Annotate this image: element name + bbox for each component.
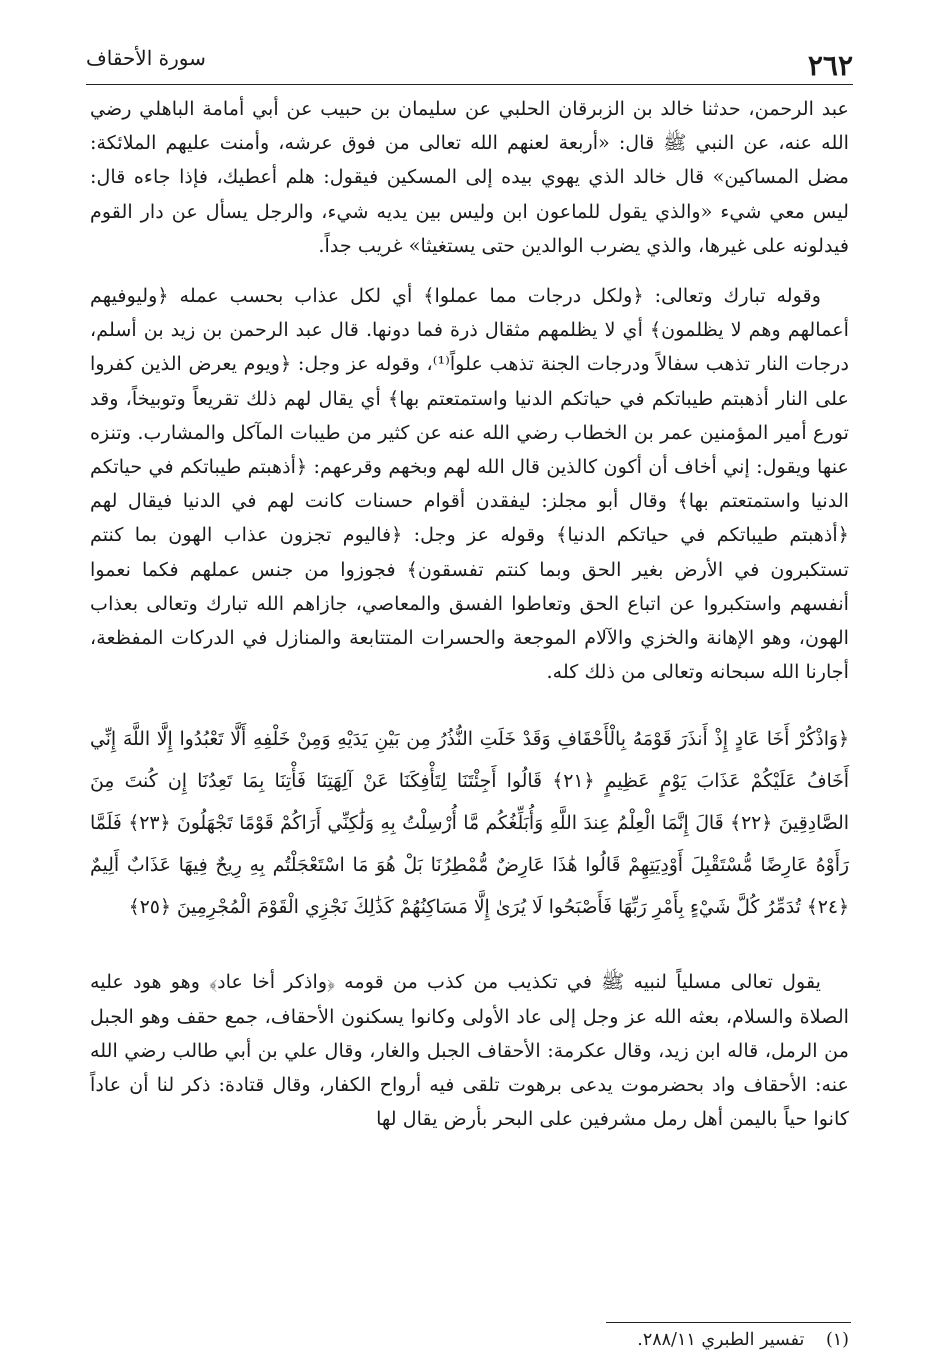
page-number: ٢٦٢ xyxy=(807,49,853,82)
footnote-text: تفسير الطبري ٢٨٨/١١. xyxy=(637,1330,805,1350)
paragraph-tafsir: وقوله تبارك وتعالى: ﴿ولكل درجات مما عملوا﴾ أي لكل عذاب بحسب عمله ﴿وليوفيهم أعمالهم وهم لا يظلمون﴾ أي لا يظلمهم مثقال ذرة فما دونها. قال عبد الرحمن بن زيد بن أسلم، درجات النار تذهب سفالاً ودرجات الجنة تذهب علواً⁽¹⁾، وقوله عز وجل: ﴿ويوم يعرض الذين كفروا على النار أذهبتم طيباتكم في حياتكم الدنيا واستمتعتم بها﴾ أي يقال لهم ذلك تقريعاً وتوبيخاً، وقد تورع أمير المؤمنين عمر بن الخطاب رضي الله عنه عن كثير من طيبات المآكل والمشارب. وتنزه عنها ويقول: إني أخاف أن أكون كالذين قال الله لهم وبخهم وقرعهم: ﴿أذهبتم طيباتكم في حياتكم الدنيا واستمتعتم بها﴾ وقال أبو مجلز: ليفقدن أقوام حسنات كانت لهم في الدنيا فيقال لهم ﴿أذهبتم طيباتكم في حياتكم الدنيا﴾ وقوله عز وجل: ﴿فاليوم تجزون عذاب الهون بما كنتم تستكبرون في الأرض بغير الحق وبما كنتم تفسقون﴾ فجوزوا من جنس عملهم فكما نعموا أنفسهم واستكبروا عن اتباع الحق وتعاطوا الفسق والمعاصي، جازاهم الله تبارك وتعالى بعذاب الهون، وهو الإهانة والخزي والآلام الموجعة والحسرات المتتابعة والمنازل في الدركات المفظعة، أجارنا الله سبحانه وتعالى من ذلك كله. xyxy=(90,284,849,684)
surah-title: سورة الأحقاف xyxy=(86,46,206,70)
paragraph-commentary: يقول تعالى مسلياً لنبيه ﷺ في تكذيب من كذب من قومه ﴿واذكر أخا عاد﴾ وهو هود عليه الصلاة والسلام، بعثه الله عز وجل إلى عاد الأولى وكانوا يسكنون الأحقاف، جمع حقف وهو الجبل من الرمل، قاله ابن زيد، وقال عكرمة: الأحقاف الجبل والغار، وقال علي بن أبي طالب رضي الله عنه: الأحقاف واد بحضرموت يدعى برهوت تلقى فيه أرواح الكفار، وقال قتادة: ذكر لنا أن عاداً كانوا حياً باليمن أهل رمل مشرفين على البحر بأرض يقال لها xyxy=(90,970,849,1131)
page-header xyxy=(86,44,853,85)
footnote-number: (١) xyxy=(825,1330,849,1350)
quran-verses-block: ﴿وَاذْكُرْ أَخَا عَادٍ إِذْ أَنذَرَ قَوْمَهُ بِالْأَحْقَافِ وَقَدْ خَلَتِ النُّذُرُ مِن بَيْنِ يَدَيْهِ وَمِنْ خَلْفِهِ أَلَّا تَعْبُدُوا إِلَّا اللَّهَ إِنِّي أَخَافُ عَلَيْكُمْ عَذَابَ يَوْمٍ عَظِيمٍ ﴿٢١﴾ قَالُوا أَجِئْتَنَا لِتَأْفِكَنَا عَنْ آلِهَتِنَا فَأْتِنَا بِمَا تَعِدُنَا إِن كُنتَ مِنَ الصَّادِقِينَ ﴿٢٢﴾ قَالَ إِنَّمَا الْعِلْمُ عِندَ اللَّهِ وَأُبَلِّغُكُم مَّا أُرْسِلْتُ بِهِ وَلَٰكِنِّي أَرَاكُمْ قَوْمًا تَجْهَلُونَ ﴿٢٣﴾ فَلَمَّا رَأَوْهُ عَارِضًا مُّسْتَقْبِلَ أَوْدِيَتِهِمْ قَالُوا هَٰذَا عَارِضٌ مُّمْطِرُنَا بَلْ هُوَ مَا اسْتَعْجَلْتُم بِهِ رِيحٌ فِيهَا عَذَابٌ أَلِيمٌ ﴿٢٤﴾ تُدَمِّرُ كُلَّ شَيْءٍ بِأَمْرِ رَبِّهَا فَأَصْبَحُوا لَا يُرَىٰ إِلَّا مَسَاكِنُهُمْ كَذَٰلِكَ نَجْزِي الْقَوْمَ الْمُجْرِمِينَ ﴿٢٥﴾ xyxy=(90,729,849,919)
paragraph-hadith-continuation: عبد الرحمن، حدثنا خالد بن الزبرقان الحلبي عن سليمان بن حبيب عن أبي أمامة الباهلي رضي الله عنه، عن النبي ﷺ قال: «أربعة لعنهم الله تعالى من فوق عرشه، وأمنت عليهم الملائكة: مضل المساكين» قال خالد الذي يهوي بيده إلى المسكين فيقول: هلم أعطيك، فإذا جاءه قال: ليس معي شيء «والذي يقول للماعون ابن وليس بين يديه شيء، والرجل يسأل عن دار القوم فيدلونه على غيرها، والذي يضرب الوالدين حتى يستغيثا» غريب جداً. xyxy=(90,97,849,257)
footnote-divider xyxy=(606,1322,851,1323)
footnote xyxy=(90,1330,849,1350)
page-body xyxy=(90,92,849,1136)
